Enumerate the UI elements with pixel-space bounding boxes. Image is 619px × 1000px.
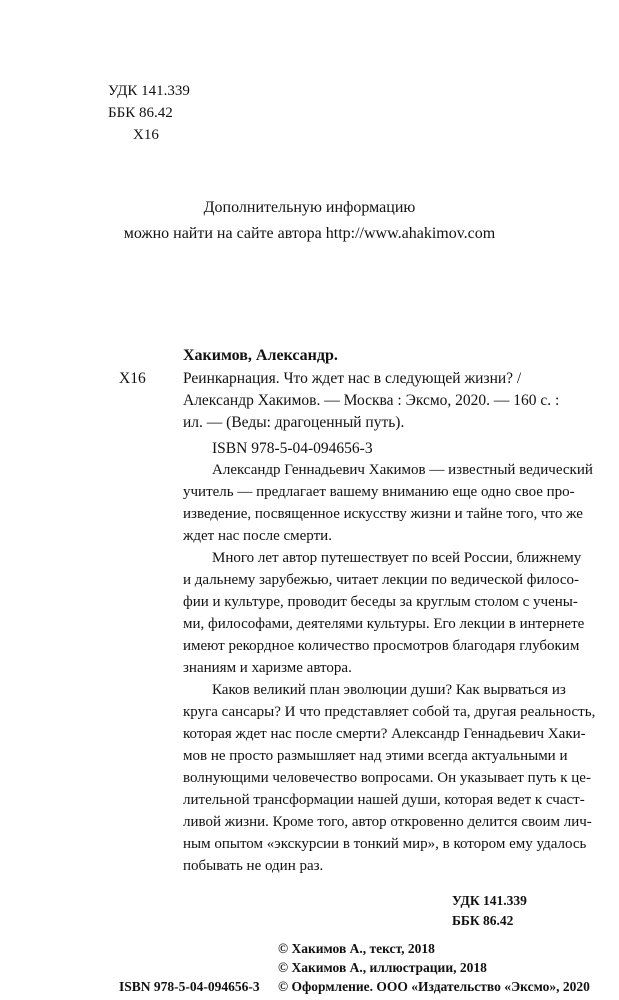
- isbn-bottom: ISBN 978-5-04-094656-3: [119, 979, 260, 994]
- card-isbn: ISBN 978-5-04-094656-3: [212, 440, 373, 457]
- bbk-top: ББК 86.42: [108, 105, 173, 121]
- annotation-line: лительной трансформации нашей души, которая ведет к счаст-: [183, 792, 585, 808]
- annotation-line: круга сансары? И что представляет собой та, другая реальность,: [183, 704, 596, 720]
- annotation-line: волнующими человечество вопросами. Он указывает путь к це-: [183, 770, 591, 786]
- annotation-line: изведение, посвященное искусству жизни и тайне того, что же: [183, 506, 583, 522]
- annotation-line: знаниям и харизме автора.: [183, 660, 352, 676]
- annotation-line: которая ждет нас после смерти? Александр Геннадьевич Хаки-: [183, 726, 586, 742]
- annotation-line: имеют рекордное количество просмотров благодаря глубоким: [183, 638, 580, 654]
- card-sign: Х16: [119, 370, 146, 387]
- copyright-line-illustrations: © Хакимов А., иллюстрации, 2018: [278, 960, 487, 975]
- bbk-bottom: ББК 86.42: [452, 913, 514, 928]
- annotation-line: Каков великий план эволюции души? Как вырваться из: [212, 682, 566, 698]
- copyright-line-text: © Хакимов А., текст, 2018: [278, 941, 435, 956]
- annotation-line: Александр Геннадьевич Хакимов — известный ведический: [212, 462, 593, 478]
- additional-info-line-2: можно найти на сайте автора http://www.ahakimov.com: [123, 225, 496, 242]
- annotation-line: ным опытом «экскурсии в тонкий мир», в котором ему удалось: [183, 836, 587, 852]
- annotation-line: и дальнему зарубежью, читает лекции по ведической филосо-: [183, 572, 580, 588]
- card-desc-line-3: ил. — (Веды: драгоценный путь).: [183, 414, 405, 431]
- annotation-line: побывать не один раз.: [183, 858, 324, 874]
- annotation-line: Много лет автор путешествует по всей России, ближнему: [212, 550, 582, 566]
- additional-info-line-1: Дополнительную информацию: [203, 199, 416, 216]
- annotation-line: ливой жизни. Кроме того, автор откровенно делится своим лич-: [183, 814, 592, 830]
- card-desc-line-1: Реинкарнация. Что ждет нас в следующей жизни? /: [183, 370, 522, 387]
- copyright-line-design: © Оформление. ООО «Издательство «Эксмо», 2020: [278, 979, 590, 994]
- card-author-heading: Хакимов, Александр.: [183, 347, 338, 364]
- annotation-line: ждет нас после смерти.: [183, 528, 332, 544]
- annotation-line: ми, философами, деятелями культуры. Его лекции в интернете: [183, 616, 585, 632]
- annotation-line: фии и культуре, проводит беседы за круглым столом с учены-: [183, 594, 578, 610]
- author-sign-top: Х16: [133, 127, 159, 143]
- annotation-line: учитель — предлагает вашему вниманию еще одно свое про-: [183, 484, 575, 500]
- annotation-line: мов не просто размышляет над этими всегда актуальными и: [183, 748, 568, 764]
- udk-top: УДК 141.339: [108, 83, 190, 99]
- udk-bottom: УДК 141.339: [452, 893, 527, 908]
- card-desc-line-2: Александр Хакимов. — Москва : Эксмо, 2020. — 160 с. :: [183, 392, 560, 409]
